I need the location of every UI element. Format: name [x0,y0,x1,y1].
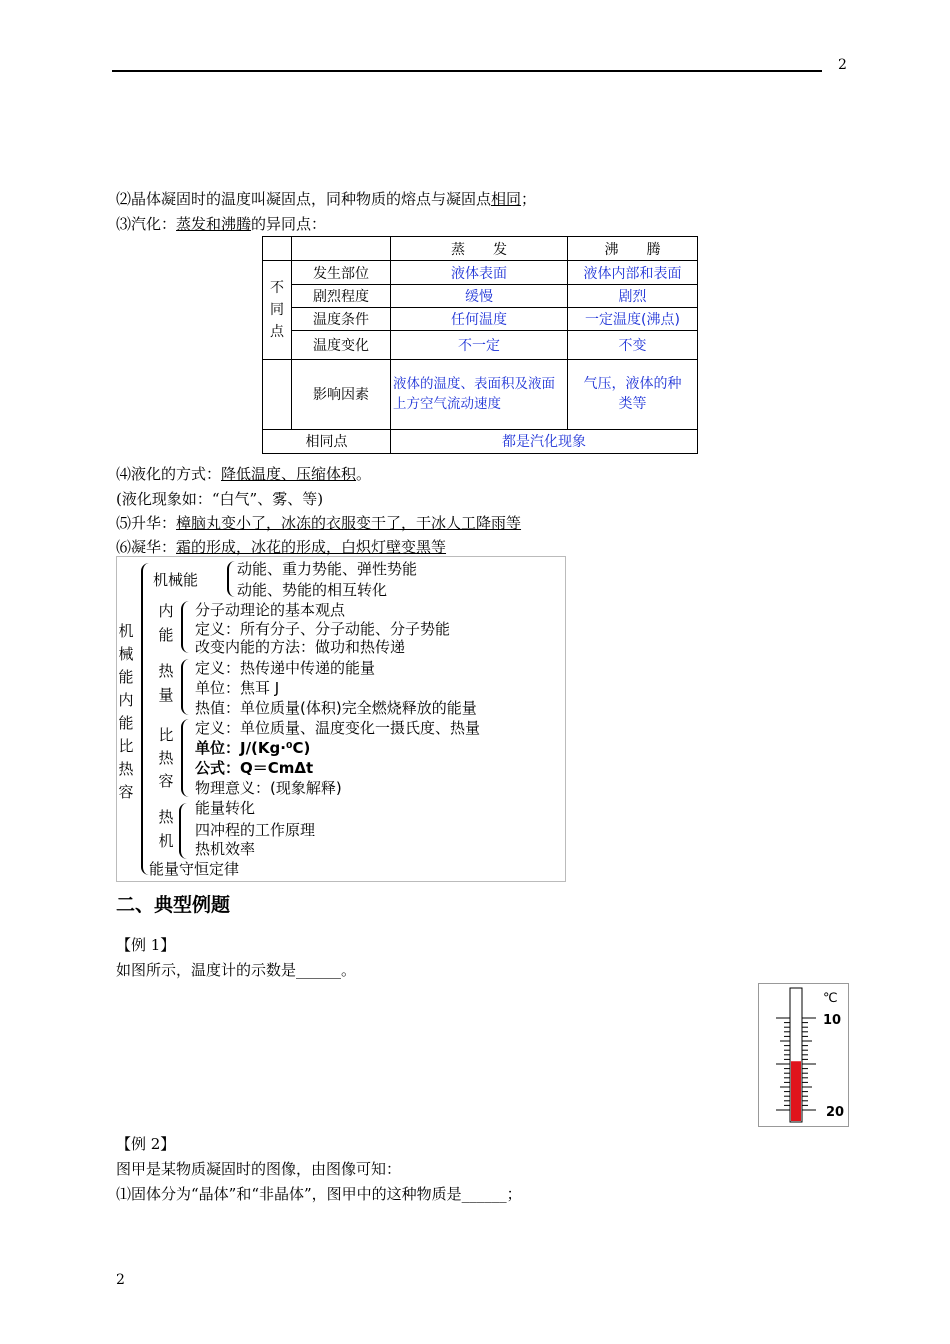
mech-energy-label: 机械能 [153,571,199,589]
root-brace [141,563,151,875]
row-label: 发生部位 [292,261,391,285]
header-evaporation: 蒸 发 [391,237,568,261]
line-sublimation [116,512,521,533]
engine-char: 热 [158,808,174,826]
text: ⑷液化的方式： [116,465,222,483]
internal-item: 定义：所有分子、分子动能、分子势能 [195,620,451,638]
mech-item: 动能、势能的相互转化 [237,581,388,599]
header-boiling: 沸 腾 [568,237,698,261]
underlined-answer: 樟脑丸变小了，冰冻的衣服变干了，干冰人工降雨等 [176,514,522,532]
line-liquefaction [116,463,371,484]
line-liquefaction-examples: (液化现象如：“白气”、雾、等) [116,490,324,508]
text: ； [521,190,537,208]
cell-evap: 缓慢 [391,285,568,308]
root-char: 能 [118,714,134,732]
root-char: 内 [118,691,134,709]
cell-evap: 任何温度 [391,308,568,331]
example2-label: 【例 2】 [116,1135,176,1153]
underlined-answer: 霜的形成，冰花的形成，白炽灯壁变黑等 [176,538,447,556]
conservation-law: 能量守恒定律 [149,860,240,878]
cell-same: 都是汽化现象 [391,429,698,453]
text: ⑸升华： [116,514,177,532]
thermometer-figure [758,983,849,1127]
heat-brace [181,659,189,715]
text: 。 [356,465,372,483]
shc-char: 比 [158,726,174,744]
heat-item: 热值：单位质量(体积)完全燃烧释放的能量 [195,699,477,717]
root-char: 容 [118,783,134,801]
table-cell [292,237,391,261]
line-deposition [116,536,446,557]
shc-char: 热 [158,749,174,767]
row-label: 温度条件 [292,308,391,331]
row-label: 剧烈程度 [292,285,391,308]
group-char: 不 [270,279,284,296]
example2-question1: ⑴固体分为“晶体”和“非晶体”，图甲中的这种物质是______； [116,1185,522,1203]
cell-boil-factors: 气压，液体的种类等 [568,359,698,429]
text: ⑶汽化： [116,215,177,233]
cell-boil: 一定温度(沸点) [568,308,698,331]
header-rule [112,70,822,72]
shc-brace [181,719,189,797]
heat-char: 热 [158,662,174,680]
shc-item: 公式：Q＝CmΔt [195,759,314,777]
cell-boil: 液体内部和表面 [568,261,698,285]
knowledge-outline [116,556,566,882]
internal-item: 改变内能的方法：做功和热传递 [195,638,406,656]
scale-label-bottom: 20 [826,1105,845,1120]
root-char: 机 [118,622,134,640]
mech-item: 动能、重力势能、弹性势能 [237,560,418,578]
heat-item: 定义：热传递中传递的能量 [195,659,376,677]
engine-char: 机 [158,832,174,850]
example1-label: 【例 1】 [116,936,176,954]
unit-label: ℃ [823,991,838,1006]
internal-item: 分子动理论的基本观点 [195,601,346,619]
scale-label-top: 10 [823,1013,842,1028]
thermometer-svg [759,984,848,1126]
cell-evap: 液体表面 [391,261,568,285]
cell-evap-factors: 液体的温度、表面积及液面上方空气流动速度 [391,359,568,429]
cell-boil: 剧烈 [568,285,698,308]
engine-item: 能量转化 [195,799,256,817]
row-label: 温度变化 [292,331,391,359]
table-cell [263,359,292,429]
group-char: 点 [270,323,284,340]
row-label-factors: 影响因素 [292,359,391,429]
root-char: 比 [118,737,134,755]
text: ⑵晶体凝固时的温度叫凝固点，同种物质的熔点与凝固点 [116,190,492,208]
table-cell [263,237,292,261]
underlined-answer: 蒸发和沸腾 [176,215,252,233]
root-char: 能 [118,668,134,686]
cell-evap: 不一定 [391,331,568,359]
text: ⑹凝华： [116,538,177,556]
heat-char: 量 [158,686,174,704]
root-char: 械 [118,645,134,663]
shc-item: 定义：单位质量、温度变化一摄氏度、热量 [195,719,481,737]
underlined-answer: 相同 [491,190,522,208]
engine-brace [179,803,187,859]
example1-text: 如图所示，温度计的示数是______。 [116,961,357,979]
shc-item: 单位：J/(Kg·⁰C) [195,739,311,757]
text: 的异同点： [251,215,327,233]
line-vaporization [116,213,326,234]
engine-item: 四冲程的工作原理 [195,821,316,839]
group-char: 同 [270,301,284,318]
engine-item: 热机效率 [195,840,256,858]
heat-item: 单位：焦耳 J [195,679,280,697]
group-different [263,261,292,359]
example2-text: 图甲是某物质凝固时的图像，由图像可知： [116,1160,402,1178]
root-char: 热 [118,760,134,778]
shc-item: 物理意义：(现象解释) [195,779,342,797]
row-label-same: 相同点 [263,429,391,453]
header-page-number: 2 [838,57,847,73]
shc-char: 容 [158,772,174,790]
internal-brace [181,601,189,653]
internal-char: 能 [158,626,174,644]
line-freezing-point [116,188,536,209]
footer-page-number: 2 [116,1272,125,1288]
evaporation-boiling-table [262,236,698,454]
mech-brace [227,561,235,597]
thermometer-liquid [791,1061,801,1121]
internal-char: 内 [158,602,174,620]
underlined-answer: 降低温度、压缩体积 [221,465,357,483]
section-title: 二、典型例题 [116,894,231,916]
cell-boil: 不变 [568,331,698,359]
